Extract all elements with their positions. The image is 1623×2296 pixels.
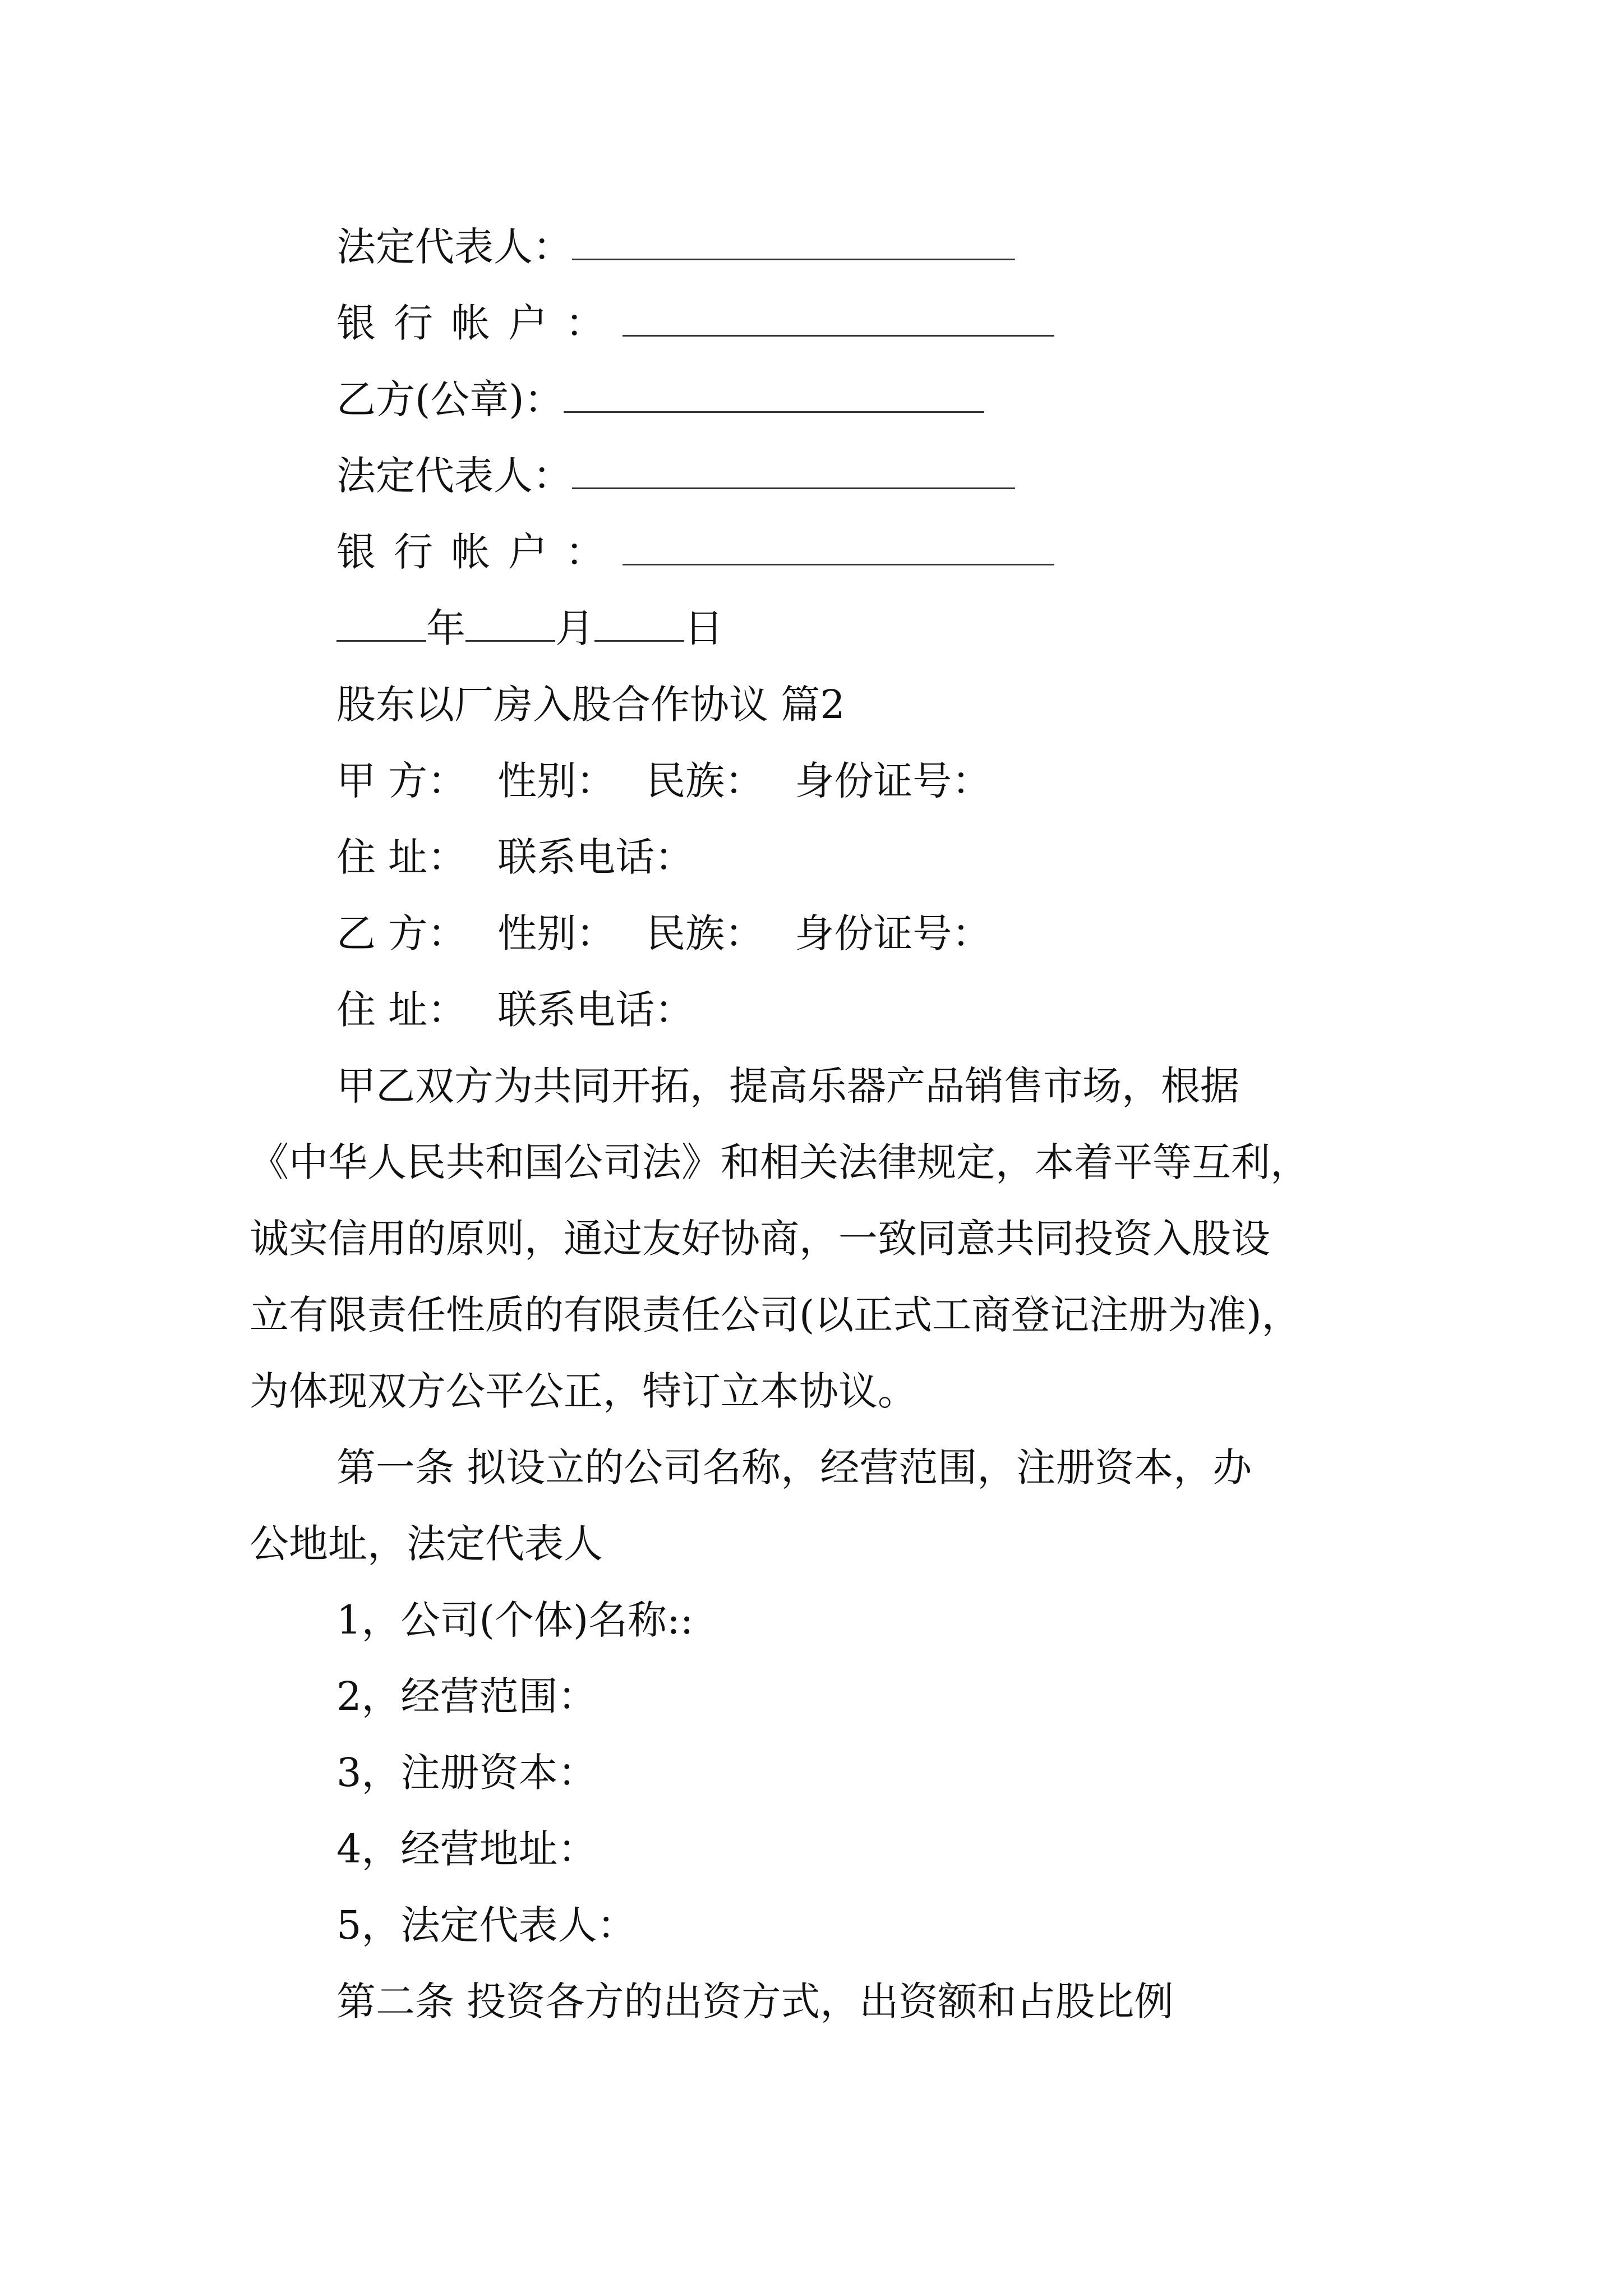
article-1-title: 公地址，法定代表人 <box>250 1521 603 1567</box>
party-a-id-number: 身份证号： <box>795 758 992 804</box>
article-2-title: 第二条 投资各方的出资方式，出资额和占股比例 <box>336 1978 1174 2024</box>
party-b-ethnicity: 民族： <box>646 910 764 956</box>
party-b-address-line <box>336 984 694 1035</box>
preamble-line: 《中华人民共和国公司法》和相关法律规定，本着平等互利， <box>250 1139 1310 1185</box>
party-a-ethnicity: 民族： <box>646 758 764 804</box>
party-b-gender: 性别： <box>497 910 616 956</box>
party-a-phone: 联系电话： <box>497 834 694 880</box>
article-1-item: 3，注册资本： <box>336 1750 597 1796</box>
party-b-seal-line <box>336 374 984 425</box>
year-blank[interactable] <box>336 606 426 642</box>
bank-account-label: 银行帐户： <box>336 300 623 346</box>
legal-rep-line-a <box>336 222 1015 272</box>
day-blank[interactable] <box>594 606 684 642</box>
month-blank[interactable] <box>465 606 555 642</box>
article-1-item: 2，经营范围： <box>336 1673 597 1719</box>
party-b-line <box>336 908 991 959</box>
month-label: 月 <box>555 605 594 651</box>
preamble-line: 立有限责任性质的有限责任公司(以正式工商登记注册为准)， <box>250 1292 1301 1338</box>
party-a-label: 甲 方： <box>336 758 467 804</box>
bank-account-label: 银行帐户： <box>336 529 623 575</box>
legal-rep-label: 法定代表人： <box>336 224 572 270</box>
party-b-phone: 联系电话： <box>497 987 694 1033</box>
legal-rep-blank[interactable] <box>572 454 1015 489</box>
article-1-item: 5，法定代表人： <box>336 1902 637 1948</box>
preamble-line: 诚实信用的原则，通过友好协商，一致同意共同投资入股设 <box>250 1216 1270 1262</box>
legal-rep-label: 法定代表人： <box>336 453 572 499</box>
party-b-seal-label: 乙方(公章)： <box>336 376 564 422</box>
party-a-line <box>336 756 991 806</box>
article-1-item: 1，公司(个体)名称:: <box>336 1597 694 1643</box>
party-a-address: 住 址： <box>336 834 467 880</box>
year-label: 年 <box>426 605 465 651</box>
legal-rep-line-b <box>336 450 1015 501</box>
party-b-seal-blank[interactable] <box>564 378 984 413</box>
preamble-line: 甲乙双方为共同开拓，提高乐器产品销售市场，根据 <box>336 1063 1239 1109</box>
party-b-label: 乙 方： <box>336 910 467 956</box>
date-line <box>336 603 723 654</box>
legal-rep-blank[interactable] <box>572 225 1015 260</box>
section-title: 股东以厂房入股合作协议 篇2 <box>336 682 845 728</box>
party-a-address-line <box>336 832 694 882</box>
party-b-id-number: 身份证号： <box>795 910 992 956</box>
preamble-line: 为体现双方公平公正，特订立本协议。 <box>250 1368 917 1414</box>
party-a-gender: 性别： <box>497 758 616 804</box>
bank-account-line-b <box>336 527 1054 577</box>
bank-account-blank[interactable] <box>623 301 1054 337</box>
bank-account-blank[interactable] <box>623 530 1054 565</box>
party-b-address: 住 址： <box>336 987 467 1033</box>
article-1-title: 第一条 拟设立的公司名称，经营范围，注册资本，办 <box>336 1444 1252 1490</box>
article-1-item: 4，经营地址： <box>336 1826 597 1872</box>
day-label: 日 <box>684 605 723 651</box>
bank-account-line-a <box>336 298 1054 348</box>
